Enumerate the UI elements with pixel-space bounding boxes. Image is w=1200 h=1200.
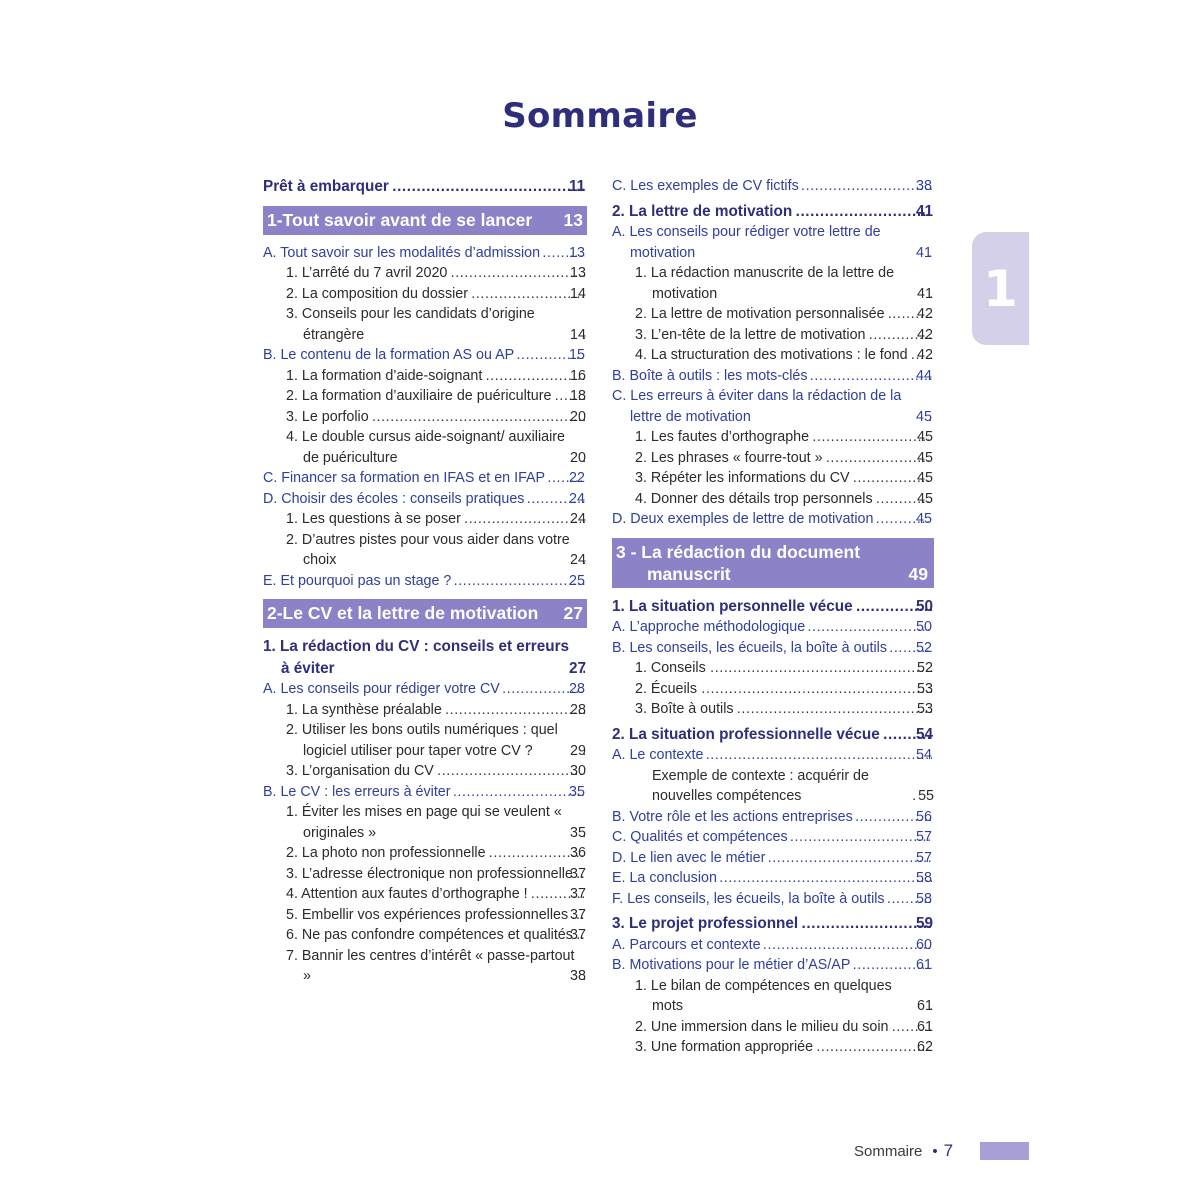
toc-entry-title: C. Financer sa formation en IFAS et en IFAP (263, 470, 546, 486)
toc-leader-dots (912, 786, 916, 807)
toc-entry-title: 1. Conseils (635, 660, 706, 676)
toc-entry-title: 1. La rédaction du CV : conseils et erreurs à éviter (263, 638, 570, 677)
toc-entry[interactable]: 6. Ne pas confondre compétences et qualités ..... 37 (263, 925, 587, 946)
toc-entry[interactable]: C. Les exemples de CV fictifs ..... 38 (612, 176, 934, 197)
toc-entry[interactable]: 4. La structuration des motivations : le fond ..... 42 (612, 345, 934, 366)
toc-entry-title: 3. Le projet professionnel (612, 915, 799, 932)
toc-entry[interactable]: C. Les erreurs à éviter dans la rédaction de la lettre de motivation ..... 45 (612, 386, 934, 427)
toc-entry[interactable]: E. Et pourquoi pas un stage ? ..... 25 (263, 571, 587, 592)
toc-entry[interactable]: 2. La composition du dossier ..... 14 (263, 284, 587, 305)
toc-entry-title: 3. Conseils pour les candidats d’origine étrangère (286, 306, 535, 343)
chapter-heading-title: 2-Le CV et la lettre de motivation (267, 603, 539, 623)
toc-leader-dots (436, 761, 585, 782)
toc-entry-title: 1. La rédaction manuscrite de la lettre de motivation (635, 265, 895, 302)
toc-entry[interactable]: 2. La formation d’auxiliaire de puériculture ..... 18 (263, 386, 587, 407)
toc-leader-dots (809, 366, 932, 387)
chapter-heading-title: 3 - La rédaction du document (616, 541, 861, 562)
toc-entry-title: E. La conclusion (612, 870, 717, 886)
footer-color-bar (980, 1142, 1029, 1160)
toc-entry[interactable]: 2. Écueils ..... 53 (612, 679, 934, 700)
toc-entry[interactable]: F. Les conseils, les écueils, la boîte à outils ..... 58 (612, 889, 934, 910)
toc-entry[interactable]: 4. Le double cursus aide-soignant/ auxiliaire de puériculture ..... 20 (263, 427, 587, 468)
toc-leader-dots (463, 509, 585, 530)
toc-entry[interactable]: B. Boîte à outils : les mots-clés ..... 44 (612, 366, 934, 387)
toc-leader-dots (444, 700, 585, 721)
toc-entry[interactable]: B. Les conseils, les écueils, la boîte à outils ..... 52 (612, 638, 934, 659)
toc-entry[interactable]: A. Parcours et contexte ..... 60 (612, 935, 934, 956)
toc-entry-title: 2. Écueils (635, 680, 697, 697)
toc-entry[interactable]: A. Les conseils pour rédiger votre lettre de motivation ..... 41 (612, 222, 934, 263)
toc-entry[interactable]: 3. Boîte à outils ..... 53 (612, 699, 934, 720)
toc-entry-title: 2. D’autres pistes pour vous aider dans votre choix (286, 531, 570, 568)
toc-entry[interactable]: 2. La lettre de motivation ..... 41 (612, 201, 934, 223)
chapter-heading-page: 13 (563, 209, 583, 230)
toc-entry[interactable]: A. Tout savoir sur les modalités d’admission ..... 13 (263, 243, 587, 264)
toc-entry[interactable]: 1. Conseils ..... 52 (612, 658, 934, 679)
toc-left-column (263, 176, 587, 987)
toc-leader-dots (449, 263, 585, 284)
toc-entry-title: 2. Une immersion dans le milieu du soin (635, 1018, 889, 1035)
toc-entry[interactable]: 2. La photo non professionnelle ..... 36 (263, 843, 587, 864)
toc-entry-title: 6. Ne pas confondre compétences et qualités (286, 927, 573, 943)
toc-entry-title: 4. Le double cursus aide-soignant/ auxiliaire de puériculture (286, 429, 565, 466)
toc-leader-dots (453, 571, 585, 592)
toc-entry-title: E. Et pourquoi pas un stage ? (263, 572, 452, 589)
toc-leader-dots (763, 935, 932, 956)
chapter-heading-band (612, 538, 934, 588)
toc-entry[interactable]: 1. Éviter les mises en page qui se veulent « originales » ..... 35 (263, 802, 587, 843)
toc-entry-title: A. Les conseils pour rédiger votre lettre de motivation (612, 224, 881, 261)
chapter-heading-title: 1-Tout savoir avant de se lancer (267, 209, 533, 230)
toc-entry-title: A. Les conseils pour rédiger votre CV (263, 681, 500, 697)
footer-label: Sommaire (854, 1142, 923, 1160)
toc-entry-title: B. Le CV : les erreurs à éviter (263, 783, 451, 800)
toc-entry-title: 2. La lettre de motivation personnalisée (635, 306, 885, 322)
toc-entry-title: 2. La photo non professionnelle (286, 845, 486, 861)
toc-entry-title: 3. L’en-tête de la lettre de motivation (635, 326, 866, 343)
toc-entry-title: B. Boîte à outils : les mots-clés (612, 367, 808, 384)
toc-leader-dots (825, 448, 932, 469)
toc-entry[interactable]: 3. L’adresse électronique non professionnelle ..... 37 (263, 864, 587, 885)
toc-entry[interactable]: 2. La situation professionnelle vécue ..... 54 (612, 724, 934, 746)
toc-entry-title: 1. La synthèse préalable (286, 701, 442, 718)
toc-entry-title: 2. Utiliser les bons outils numériques : quel logiciel utiliser pour taper votre CV ? (286, 722, 558, 759)
toc-entry[interactable]: 1. Le bilan de compétences en quelques mots ..... 61 (612, 976, 934, 1017)
toc-entry-title: C. Les exemples de CV fictifs (612, 178, 799, 194)
toc-entry-title: D. Deux exemples de lettre de motivation (612, 511, 874, 527)
toc-entry-title: 7. Bannir les centres d’intérêt « passe-partout » (286, 947, 575, 984)
toc-entry[interactable]: 3. Répéter les informations du CV ..... 45 (612, 468, 934, 489)
toc-leader-dots (767, 848, 932, 869)
toc-entry-title: B. Motivations pour le métier d’AS/AP (612, 957, 851, 973)
toc-entry[interactable]: 2. Utiliser les bons outils numériques : quel logiciel utiliser pour taper votre CV ? ..... 29 (263, 720, 587, 761)
toc-entry-title: 1. La situation personnelle vécue (612, 597, 853, 615)
toc-entry[interactable]: A. Les conseils pour rédiger votre CV ..... 28 (263, 679, 587, 700)
toc-entry-title: 3. L’adresse électronique non professionnelle (286, 865, 573, 882)
toc-entry[interactable]: 5. Embellir vos expériences professionnelles ..... 37 (263, 905, 587, 926)
toc-entry[interactable]: 1. La rédaction manuscrite de la lettre de motivation ..... 41 (612, 263, 934, 304)
chapter-heading-title-line2: manuscrit (647, 563, 731, 584)
chapter-heading-page: 49 (908, 563, 928, 584)
toc-entry[interactable]: B. Motivations pour le métier d’AS/AP ..... 61 (612, 955, 934, 976)
toc-leader-dots (453, 782, 585, 803)
toc-entry-title: Prêt à embarquer (263, 178, 389, 195)
toc-leader-dots (807, 617, 932, 638)
toc-entry[interactable]: 2. Les phrases « fourre-tout » ..... 45 (612, 448, 934, 469)
toc-entry-title: 2. La lettre de motivation (612, 202, 793, 220)
toc-entry[interactable]: A. L’approche méthodologique ..... 50 (612, 617, 934, 638)
toc-entry-title: 1. La formation d’aide-soignant (286, 367, 483, 384)
toc-entry[interactable]: 2. D’autres pistes pour vous aider dans votre choix ..... 24 (263, 530, 587, 571)
toc-entry-title: C. Les erreurs à éviter dans la rédaction de la lettre de motivation (612, 388, 902, 425)
toc-entry[interactable]: 4. Donner des détails trop personnels ..... 45 (612, 489, 934, 510)
toc-entry[interactable]: 3. Le porfolio ..... 20 (263, 407, 587, 428)
chapter-heading-band (263, 599, 587, 628)
toc-entry[interactable]: 7. Bannir les centres d’intérêt « passe-partout » ..... 38 (263, 946, 587, 987)
toc-entry-title: A. Le contexte (612, 747, 704, 763)
toc-entry[interactable]: 1. La rédaction du CV : conseils et erreurs à éviter ..... 27 (263, 636, 587, 679)
toc-entry[interactable]: 3. Le projet professionnel ..... 59 (612, 913, 934, 935)
footer-bullet: • (932, 1142, 938, 1160)
chapter-heading-band (263, 206, 587, 235)
toc-leader-dots (705, 745, 932, 766)
toc-right-column (612, 176, 934, 1058)
toc-entry-title: 1. Éviter les mises en page qui se veulent « originales » (286, 804, 562, 841)
toc-entry-title: 1. Les fautes d’orthographe (635, 429, 810, 445)
toc-entry[interactable]: 3. L’organisation du CV ..... 30 (263, 761, 587, 782)
toc-entry-title: 1. Les questions à se poser (286, 511, 461, 527)
toc-leader-dots (811, 427, 932, 448)
toc-entry-title: 3. L’organisation du CV (286, 763, 434, 779)
toc-entry-title: 2. La situation professionnelle vécue (612, 725, 880, 743)
toc-entry[interactable]: B. Le contenu de la formation AS ou AP ..... 15 (263, 345, 587, 366)
toc-entry-title: 1. Le bilan de compétences en quelques mots (635, 977, 892, 1014)
toc-entry-title: 2. La formation d’auxiliaire de puériculture (286, 388, 552, 404)
toc-entry-title: 1. L’arrêté du 7 avril 2020 (286, 265, 448, 281)
toc-entry[interactable]: 2. Une immersion dans le milieu du soin ..... 61 (612, 1017, 934, 1038)
toc-leader-dots (801, 176, 932, 197)
toc-leader-dots (790, 827, 932, 848)
toc-entry-title: 4. La structuration des motivations : le fond (635, 347, 908, 363)
toc-leader-dots (470, 284, 585, 305)
page-footer (854, 1141, 953, 1161)
chapter-tab-number: 1 (983, 259, 1018, 318)
toc-entry[interactable]: C. Financer sa formation en IFAS et en IFAP ..... 22 (263, 468, 587, 489)
toc-entry[interactable]: B. Le CV : les erreurs à éviter ..... 35 (263, 782, 587, 803)
toc-entry[interactable]: D. Choisir des écoles : conseils pratiques ..... 24 (263, 489, 587, 510)
toc-entry[interactable]: B. Votre rôle et les actions entreprises ..... 56 (612, 807, 934, 828)
toc-entry-title: A. L’approche méthodologique (612, 619, 806, 635)
toc-entry-title: 4. Donner des détails trop personnels (635, 490, 873, 507)
toc-entry-title: 4. Attention aux fautes d’orthographe ! (286, 886, 528, 902)
toc-entry[interactable]: 1. Les fautes d’orthographe ..... 45 (612, 427, 934, 448)
toc-leader-dots (815, 1037, 932, 1058)
toc-leader-dots (700, 679, 932, 700)
toc-entry[interactable] (612, 766, 934, 807)
toc-entry-title: 3. Une formation appropriée (635, 1039, 814, 1055)
toc-entry-title: 3. Boîte à outils (635, 701, 734, 717)
toc-entry[interactable]: 1. L’arrêté du 7 avril 2020 ..... 13 (263, 263, 587, 284)
toc-entry-title: Exemple de contexte : acquérir de nouvelles compétences (652, 767, 869, 804)
toc-entry-title: 5. Embellir vos expériences professionnelles (286, 906, 569, 923)
chapter-heading-page: 27 (563, 603, 583, 623)
toc-entry[interactable]: 1. La synthèse préalable ..... 28 (263, 700, 587, 721)
toc-entry-title: D. Le lien avec le métier (612, 849, 766, 866)
chapter-tab (972, 232, 1029, 345)
toc-entry[interactable]: 4. Attention aux fautes d’orthographe ! ..... 37 (263, 884, 587, 905)
toc-entry-title: 3. Le porfolio (286, 408, 369, 425)
toc-entry-title: D. Choisir des écoles : conseils pratiques (263, 490, 525, 507)
toc-entry[interactable]: C. Qualités et compétences ..... 57 (612, 827, 934, 848)
toc-leader-dots (794, 201, 932, 223)
toc-entry-title: A. Tout savoir sur les modalités d’admission (263, 244, 541, 261)
toc-entry[interactable]: 2. La lettre de motivation personnalisée ..... 42 (612, 304, 934, 325)
toc-entry[interactable]: Prêt à embarquer ..... 11 (263, 176, 587, 198)
toc-entry[interactable]: 1. La formation d’aide-soignant ..... 16 (263, 366, 587, 387)
toc-entry[interactable]: D. Deux exemples de lettre de motivation ..... 45 (612, 509, 934, 530)
toc-entry-title: B. Le contenu de la formation AS ou AP (263, 347, 515, 363)
page-number: 7 (943, 1141, 954, 1160)
toc-entry[interactable]: 3. Conseils pour les candidats d’origine étrangère ..... 14 (263, 304, 587, 345)
toc-entry[interactable]: A. Le contexte ..... 54 (612, 745, 934, 766)
toc-entry-title: A. Parcours et contexte (612, 936, 761, 953)
toc-entry-title: 2. Les phrases « fourre-tout » (635, 449, 823, 466)
toc-leader-dots (371, 407, 585, 428)
toc-entry-title: 3. Répéter les informations du CV (635, 470, 850, 486)
toc-entry-title: F. Les conseils, les écueils, la boîte à outils (612, 890, 885, 907)
toc-entry-title: C. Qualités et compétences (612, 829, 788, 845)
page-title: Sommaire (502, 96, 698, 136)
toc-leader-dots (709, 658, 932, 679)
toc-entry-title: B. Les conseils, les écueils, la boîte à outils (612, 639, 887, 656)
toc-entry-title: B. Votre rôle et les actions entreprises (612, 808, 853, 825)
toc-leader-dots (391, 176, 585, 198)
toc-entry[interactable]: D. Le lien avec le métier ..... 57 (612, 848, 934, 869)
toc-leader-dots (719, 868, 932, 889)
toc-entry-title: 2. La composition du dossier (286, 285, 468, 302)
toc-entry[interactable]: 1. Les questions à se poser ..... 24 (263, 509, 587, 530)
toc-leader-dots (736, 699, 932, 720)
toc-leader-dots (800, 913, 932, 935)
toc-entry[interactable]: 3. L’en-tête de la lettre de motivation ..... 42 (612, 325, 934, 346)
toc-entry[interactable]: 3. Une formation appropriée ..... 62 (612, 1037, 934, 1058)
toc-entry-page: 55 (918, 788, 934, 804)
toc-entry[interactable]: E. La conclusion ..... 58 (612, 868, 934, 889)
toc-entry[interactable]: 1. La situation personnelle vécue ..... 50 (612, 596, 934, 618)
